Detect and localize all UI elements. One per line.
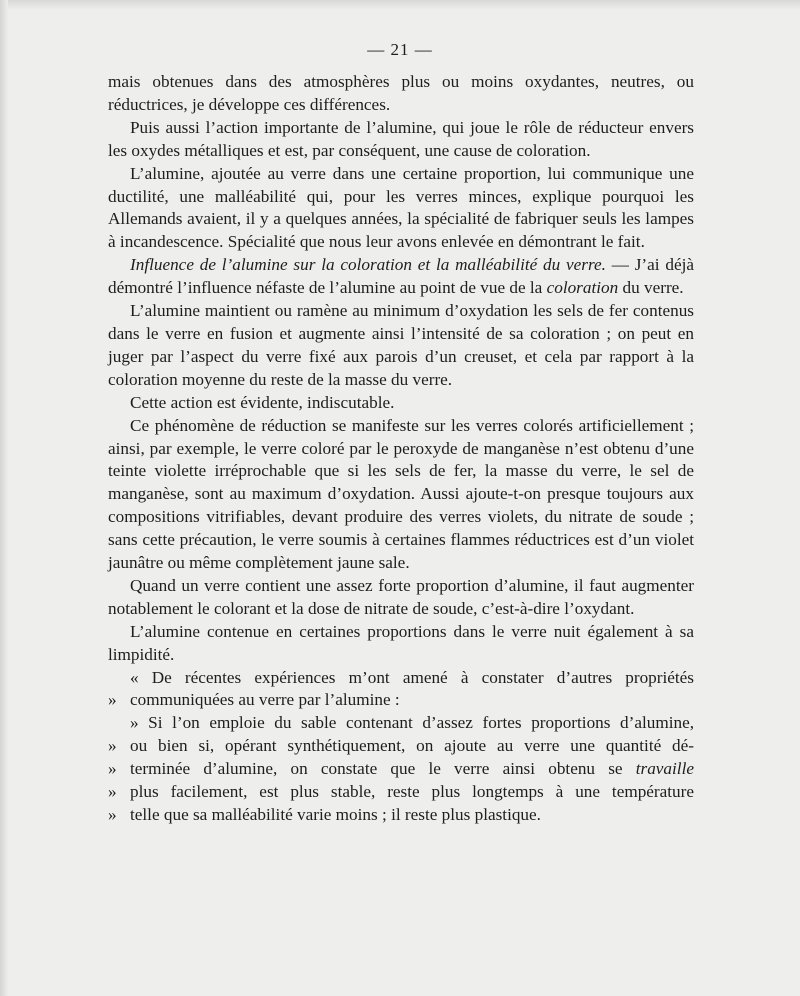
quote-mark: » [108,759,117,779]
quote-text [130,712,694,735]
quote-line [108,804,694,827]
paragraph-4 [108,254,694,300]
paragraph-7: Ce phénomène de réduction se manifeste sur les verres colorés artificiellement ; ainsi, par exemple, le verre coloré par le peroxyde de manganèse n’est obtenu d’une teinte violette irréprochable que si les sels de fer, la masse du verre, le sel de manganèse, sont au maximum d’oxydation. Aussi ajoute-t-on presque toujours aux compositions vitrifiables, devant produire des verres violets, du nitrate de soude ; sans cette précaution, le verre soumis à certaines flammes réductrices est d’un violet jaunâtre ou même complètement jaune sale. [108,415,694,573]
quote-line-text: communiquées au verre par l’alumine : [130,690,400,710]
page-edge-top [0,0,800,10]
quote-open-mark: » [130,713,139,733]
paragraph-4-emphasis: coloration [546,278,619,298]
quote-line [108,667,694,690]
paragraph-8: Quand un verre contient une assez forte proportion d’alumine, il faut augmenter notablement le colorant et la dose de nitrate de soude, c’est-à-dire l’oxydant. [108,575,694,618]
paragraph-3: L’alumine, ajoutée au verre dans une certaine proportion, lui communique une ductilité, une malléabilité qui, pour les verres minces, explique pourquoi les Allemands avaient, il y a quelques années, la spécialité de fabriquer seuls les lampes à incandescence. Spécialité que nous leur avons enlevée en démontrant le fait. [108,163,694,252]
paragraph-6: Cette action est évidente, indiscutable. [130,392,395,412]
quote-block [108,667,694,827]
page-edge-left [0,0,8,996]
quote-line-text: ou bien si, opérant synthétiquement, on ajoute au verre une quantité dé- [130,736,694,756]
quote-mark [108,712,130,735]
paragraph-2: Puis aussi l’action importante de l’alumine, qui joue le rôle de réducteur envers les oxydes métalliques et est, par conséquent, une cause de coloration. [108,117,694,160]
quote-line-text: terminée d’alumine, on constate que le verre ainsi obtenu se [130,759,636,779]
quote-line-text: Si l’on emploie du sable contenant d’assez fortes proportions d’alumine, [148,713,695,733]
quote-line-text: plus facilement, est plus stable, reste plus longtemps à une température [130,782,694,802]
quote-text [130,667,694,690]
quote-mark: » [108,690,117,710]
quote-line [108,735,694,758]
section-heading: Influence de l’alumine sur la coloration et la malléabilité du verre. [130,255,606,275]
quote-line [108,712,694,735]
paragraph-4-text-after: du verre. [618,278,684,298]
quote-line-text: De récentes expériences m’ont amené à constater d’autres propriétés [151,667,695,687]
quote-line [108,758,694,781]
quote-emphasis: travaille [635,759,694,779]
quote-mark [108,667,130,690]
body-text [108,71,694,827]
paragraph-9: L’alumine contenue en certaines proportions dans le verre nuit également à sa limpidité. [108,621,694,664]
page-number: — 21 — [367,40,433,59]
quote-mark: » [108,805,117,824]
quote-open-mark: « [130,667,139,687]
paragraph-5: L’alumine maintient ou ramène au minimum d’oxydation les sels de fer contenus dans le verre en fusion et augmente ainsi l’intensité de sa coloration ; on peut en juger par l’aspect du verre fixé aux parois d’un creuset, et cela par rapport à la coloration moyenne du reste de la masse du verre. [108,301,694,389]
paragraph-4-text-before: — J’ai déjà démontré l’influence néfaste de l’alumine au point de vue de la [108,255,694,298]
quote-line [108,689,694,712]
quote-mark: » [108,736,117,756]
quote-text [130,758,694,781]
quote-line-text: telle que sa malléabilité varie moins ; il reste plus plastique. [130,805,541,824]
quote-mark: » [108,782,117,802]
paragraph-1: mais obtenues dans des atmosphères plus ou moins oxydantes, neutres, ou réductrices, je développe ces différences. [108,72,694,114]
quote-line [108,781,694,804]
